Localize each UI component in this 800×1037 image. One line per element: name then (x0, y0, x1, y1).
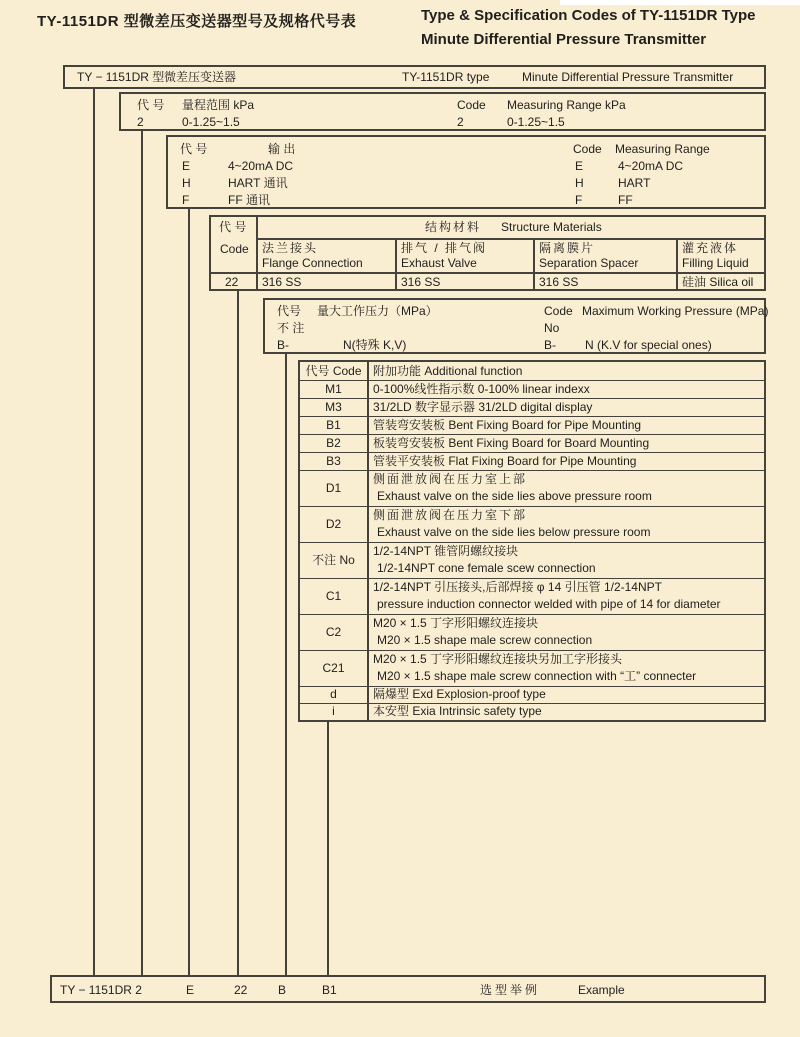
function-code: i (332, 704, 335, 718)
function-header-row (300, 362, 764, 381)
materials-datarow-divider (211, 272, 764, 274)
range-code-zh: 2 (137, 115, 144, 129)
model-name-en: Minute Differential Pressure Transmitter (522, 70, 734, 84)
connector-line-material (237, 289, 239, 975)
connector-line-model (93, 87, 95, 975)
materials-col-divider-2 (533, 238, 535, 289)
function-header-desc: 附加功能 Additional function (373, 364, 523, 378)
example-label-zh: 选型举例 (480, 983, 541, 997)
materials-col1-en: Flange Connection (262, 256, 363, 270)
function-row-b3 (300, 452, 764, 471)
pressure-code-label-zh: 代号 (277, 304, 302, 318)
materials-col-divider-3 (676, 238, 678, 289)
connector-line-function (327, 720, 329, 975)
page-title-zh: TY-1151DR 型微差压变送器型号及规格代号表 (37, 13, 357, 30)
materials-col3-zh: 隔离膜片 (539, 241, 596, 255)
materials-val1: 316 SS (262, 275, 302, 289)
materials-code-value: 22 (225, 275, 239, 289)
function-desc-zh: M20 × 1.5 丁字形阳螺纹连接块另加工字形接头 (373, 652, 623, 666)
function-row-d2 (300, 506, 764, 543)
function-row-c21 (300, 650, 764, 687)
function-desc-en: Exhaust valve on the side lies below pressure room (377, 525, 651, 539)
example-code-pressure: B (278, 983, 287, 997)
model-en: TY-1151DR type (402, 70, 490, 84)
range-box (119, 92, 766, 131)
model-row-box (63, 65, 766, 89)
function-code: B2 (326, 436, 341, 450)
example-code-function: B1 (322, 983, 337, 997)
output-desc-e-en: 4~20mA DC (618, 159, 684, 173)
materials-header-divider (256, 238, 764, 240)
range-label-en: Measuring Range kPa (507, 98, 626, 112)
pressure-row2-desc-en: N (K.V for special ones) (585, 338, 712, 352)
example-label-en: Example (578, 983, 625, 997)
function-code: 不注 No (312, 553, 355, 567)
example-model: TY − 1151DR 2 (60, 983, 142, 997)
materials-table (209, 215, 766, 291)
function-row-c2 (300, 614, 764, 651)
page-title-en (421, 4, 756, 52)
connector-line-output (188, 206, 190, 975)
materials-header-en: Structure Materials (501, 220, 602, 234)
materials-col4-en: Filling Liquid (682, 256, 749, 270)
materials-code-label-en: Code (220, 242, 249, 256)
output-code-f-zh: F (182, 193, 190, 207)
pressure-box (263, 298, 769, 354)
function-desc-zh: 侧面泄放阀在压力室上部 (373, 472, 528, 486)
range-label-zh: 量程范围 kPa (182, 98, 255, 112)
materials-code-label-zh: 代 号 (219, 220, 247, 234)
model-name-zh: 微差压变送器 (164, 70, 237, 84)
function-header-code: 代号 Code (305, 364, 362, 378)
function-row-i (300, 703, 764, 720)
pressure-row2-desc-zh: N(特殊 K,V) (343, 338, 407, 352)
function-row-b2 (300, 434, 764, 453)
connector-line-pressure (285, 352, 287, 975)
function-code: C1 (325, 589, 342, 603)
output-desc-h-en: HART (618, 176, 651, 190)
output-code-h-zh: H (182, 176, 191, 190)
connector-line-range (141, 129, 143, 975)
pressure-row2-code-en: B- (544, 338, 556, 352)
function-desc-en: 1/2-14NPT cone female scew connection (377, 561, 596, 575)
function-code: B1 (326, 418, 341, 432)
materials-col-divider-1 (395, 238, 397, 289)
function-table (298, 360, 766, 722)
function-desc: 隔爆型 Exd Explosion-proof type (373, 687, 546, 701)
pressure-row2-code-zh: B- (277, 338, 289, 352)
model-zh: TY − 1151DR 型 (77, 70, 165, 84)
function-row-c1 (300, 578, 764, 615)
pressure-row1-code-zh: 不 注 (277, 321, 305, 335)
function-desc-en: M20 × 1.5 shape male screw connection (377, 633, 593, 647)
output-code-e-zh: E (182, 159, 191, 173)
pressure-row1-code-en: No (544, 321, 560, 335)
function-code: D1 (325, 481, 342, 495)
function-desc-en: Exhaust valve on the side lies above pressure room (377, 489, 652, 503)
function-code: M3 (325, 400, 342, 414)
function-code: M1 (325, 382, 342, 396)
materials-col3-en: Separation Spacer (539, 256, 639, 270)
function-desc-zh: M20 × 1.5 丁字形阳螺纹连接块 (373, 616, 539, 630)
range-value-en: 0-1.25~1.5 (507, 115, 565, 129)
output-code-label-zh: 代 号 (180, 142, 208, 156)
function-desc-en: M20 × 1.5 shape male screw connection with “工” connecter (377, 669, 697, 683)
pressure-code-label-en: Code (544, 304, 573, 318)
range-code-label-en: Code (457, 98, 486, 112)
page-title-en-line2: Minute Differential Pressure Transmitter (421, 31, 707, 48)
output-code-h-en: H (575, 176, 584, 190)
function-desc: 31/2LD 数字显示器 31/2LD digital display (373, 400, 593, 414)
function-desc-zh: 1/2-14NPT 引压接头,后部焊接 φ 14 引压管 1/2-14NPT (373, 580, 662, 594)
example-box (50, 975, 766, 1003)
function-row-d (300, 686, 764, 704)
function-row-b1 (300, 416, 764, 435)
pressure-label-en: Maximum Working Pressure (MPa) (582, 304, 769, 318)
function-desc: 板装弯安装板 Bent Fixing Board for Board Mounting (373, 436, 650, 450)
output-label-zh: 输 出 (268, 142, 296, 156)
function-desc: 管装弯安装板 Bent Fixing Board for Pipe Mounting (373, 418, 642, 432)
function-code: D2 (325, 517, 342, 531)
function-desc-zh: 侧面泄放阀在压力室下部 (373, 508, 528, 522)
output-code-e-en: E (575, 159, 584, 173)
function-desc-en: pressure induction connector welded with pipe of 14 for diameter (377, 597, 721, 611)
output-label-en: Measuring Range (615, 142, 710, 156)
function-desc: 管装平安装板 Flat Fixing Board for Pipe Mounting (373, 454, 637, 468)
materials-col4-zh: 灌充液体 (682, 241, 739, 255)
function-row-d1 (300, 470, 764, 507)
function-desc-zh: 1/2-14NPT 锥管阴螺纹接块 (373, 544, 519, 558)
function-desc: 0-100%线性指示数 0-100% linear indexx (373, 382, 590, 396)
materials-code-divider (256, 217, 258, 289)
materials-col1-zh: 法兰接头 (262, 241, 319, 255)
materials-col2-en: Exhaust Valve (401, 256, 477, 270)
materials-val3: 316 SS (539, 275, 579, 289)
materials-val2: 316 SS (401, 275, 441, 289)
output-desc-f-en: FF (618, 193, 633, 207)
output-desc-f-zh: FF 通讯 (228, 193, 270, 207)
output-code-label-en: Code (573, 142, 602, 156)
materials-col2-zh: 排气 / 排气阀 (401, 241, 488, 255)
function-desc: 本安型 Exia Intrinsic safety type (373, 704, 542, 718)
range-code-label-zh: 代 号 (137, 98, 165, 112)
output-code-f-en: F (575, 193, 583, 207)
function-code: d (330, 687, 337, 701)
example-code-output: E (186, 983, 195, 997)
example-code-material: 22 (234, 983, 248, 997)
range-value-zh: 0-1.25~1.5 (182, 115, 240, 129)
output-desc-e-zh: 4~20mA DC (228, 159, 294, 173)
output-box (166, 135, 766, 209)
range-code-en: 2 (457, 115, 464, 129)
materials-header-zh: 结构材料 (425, 220, 482, 234)
function-code: C2 (325, 625, 342, 639)
function-code: C21 (322, 661, 345, 675)
function-row-m1 (300, 380, 764, 399)
pressure-label-zh: 量大工作压力（MPa） (317, 304, 438, 318)
function-row-no (300, 542, 764, 579)
materials-val4: 硅油 Silica oil (682, 275, 754, 289)
function-code: B3 (326, 454, 341, 468)
output-desc-h-zh: HART 通讯 (228, 176, 288, 190)
function-row-m3 (300, 398, 764, 417)
page-title-en-line1: Type & Specification Codes of TY-1151DR Type (421, 7, 756, 24)
